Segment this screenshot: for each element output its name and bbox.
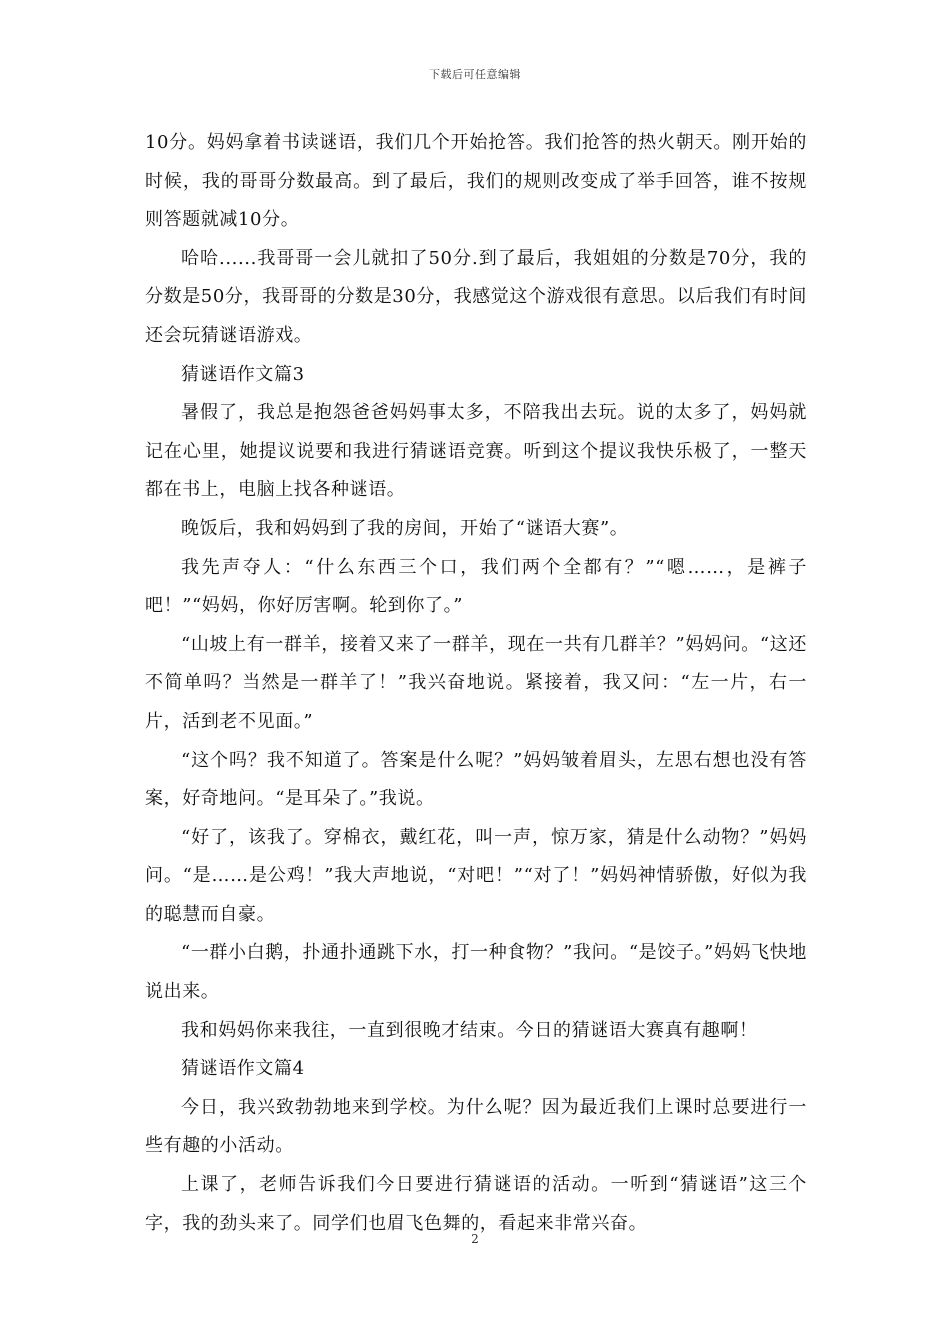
paragraph-4: 晚饭后，我和妈妈到了我的房间，开始了“谜语大赛”。 xyxy=(181,517,629,539)
paragraph-1: 10分。妈妈拿着书读谜语，我们几个开始抢答。我们抢答的热火朝天。刚开始的时候，我的哥哥分数最高。到了最后，我们的规则改变成了举手回答，谁不按规则答题就减10分。 xyxy=(145,132,807,231)
paragraph-2: 哈哈......我哥哥一会儿就扣了50分.到了最后，我姐姐的分数是70分，我的分数是50分，我哥哥的分数是30分，我感觉这个游戏很有意思。以后我们有时间还会玩猜谜语游戏。 xyxy=(145,247,808,346)
section-heading-3: 猜谜语作文篇3 xyxy=(181,363,305,385)
paragraph-12: 上课了，老师告诉我们今日要进行猜谜语的活动。一听到“猜谜语”这三个字，我的劲头来了。同学们也眉飞色舞的，看起来非常兴奋。 xyxy=(145,1174,807,1234)
paragraph-3: 暑假了，我总是抱怨爸爸妈妈事太多，不陪我出去玩。说的太多了，妈妈就记在心里，她提议说要和我进行猜谜语竞赛。听到这个提议我快乐极了，一整天都在书上，电脑上找各种谜语。 xyxy=(145,402,807,501)
paragraph-8: “好了，该我了。穿棉衣，戴红花，叫一声，惊万家，猜是什么动物？”妈妈问。“是……是公鸡！”我大声地说，“对吧！”“对了！”妈妈神情骄傲，好似为我的聪慧而自豪。 xyxy=(145,826,807,925)
paragraph-6: “山坡上有一群羊，接着又来了一群羊，现在一共有几群羊？”妈妈问。“这还不简单吗？当然是一群羊了！”我兴奋地说。紧接着，我又问：“左一片，右一片，活到老不见面。” xyxy=(145,633,807,732)
page-number: 2 xyxy=(471,1232,479,1246)
page-header: 下载后可任意编辑 xyxy=(429,68,521,81)
paragraph-9: “一群小白鹅，扑通扑通跳下水，打一种食物？”我问。“是饺子。”妈妈飞快地说出来。 xyxy=(145,942,807,1003)
paragraph-11: 今日，我兴致勃勃地来到学校。为什么呢？因为最近我们上课时总要进行一些有趣的小活动。 xyxy=(145,1096,807,1157)
paragraph-7: “这个吗？我不知道了。答案是什么呢？”妈妈皱着眉头，左思右想也没有答案，好奇地问。“是耳朵了。”我说。 xyxy=(145,749,807,810)
paragraph-10: 我和妈妈你来我往，一直到很晚才结束。今日的猜谜语大赛真有趣啊！ xyxy=(181,1019,758,1041)
section-heading-4: 猜谜语作文篇4 xyxy=(181,1058,305,1080)
paragraph-5: 我先声夺人：“什么东西三个口，我们两个全都有？”“嗯……，是裤子吧！”“妈妈，你好厉害啊。轮到你了。” xyxy=(145,556,807,617)
body-text xyxy=(145,124,807,1243)
